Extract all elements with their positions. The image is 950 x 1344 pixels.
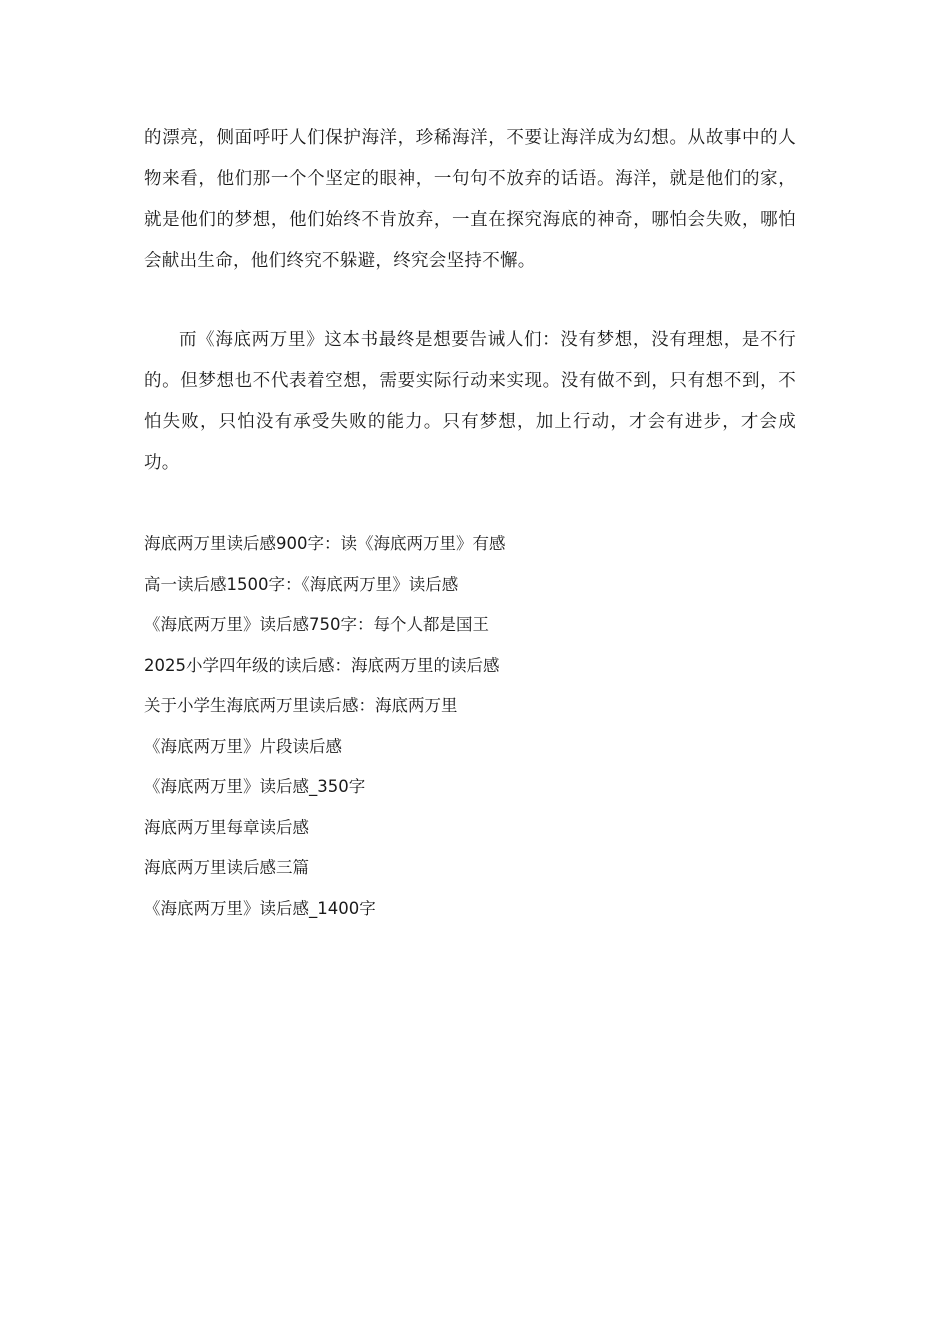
related-link[interactable]: 《海底两万里》读后感_1400字	[144, 898, 376, 918]
related-links-list	[144, 524, 796, 929]
related-link[interactable]: 《海底两万里》读后感750字：每个人都是国王	[144, 615, 489, 634]
related-link[interactable]: 《海底两万里》片段读后感	[144, 736, 342, 756]
related-link[interactable]: 高一读后感1500字：《海底两万里》读后感	[144, 574, 459, 594]
body-paragraph-1: 的漂亮，侧面呼吁人们保护海洋，珍稀海洋，不要让海洋成为幻想。从故事中的人物来看，他们那一个个坚定的眼神，一句句不放弃的话语。海洋，就是他们的家，就是他们的梦想，他们始终不肯放弃，一直在探究海底的神奇，哪怕会失败，哪怕会献出生命，他们终究不躲避，终究会坚持不懈。	[144, 128, 796, 271]
related-link[interactable]: 海底两万里读后感900字：读《海底两万里》有感	[144, 534, 506, 553]
related-link[interactable]: 海底两万里每章读后感	[144, 817, 309, 837]
document-body	[144, 118, 796, 929]
body-paragraph-2: 而《海底两万里》这本书最终是想要告诫人们：没有梦想，没有理想，是不行的。但梦想也不代表着空想，需要实际行动来实现。没有做不到，只有想不到，不怕失败，只怕没有承受失败的能力。只有梦想，加上行动，才会有进步，才会成功。	[144, 330, 796, 473]
related-link[interactable]: 2025小学四年级的读后感：海底两万里的读后感	[144, 655, 500, 675]
related-link[interactable]: 关于小学生海底两万里读后感：海底两万里	[144, 696, 458, 715]
related-link[interactable]: 《海底两万里》读后感_350字	[144, 777, 366, 796]
paragraph-spacer	[144, 282, 796, 320]
section-spacer	[144, 484, 796, 524]
related-link[interactable]: 海底两万里读后感三篇	[144, 858, 309, 877]
